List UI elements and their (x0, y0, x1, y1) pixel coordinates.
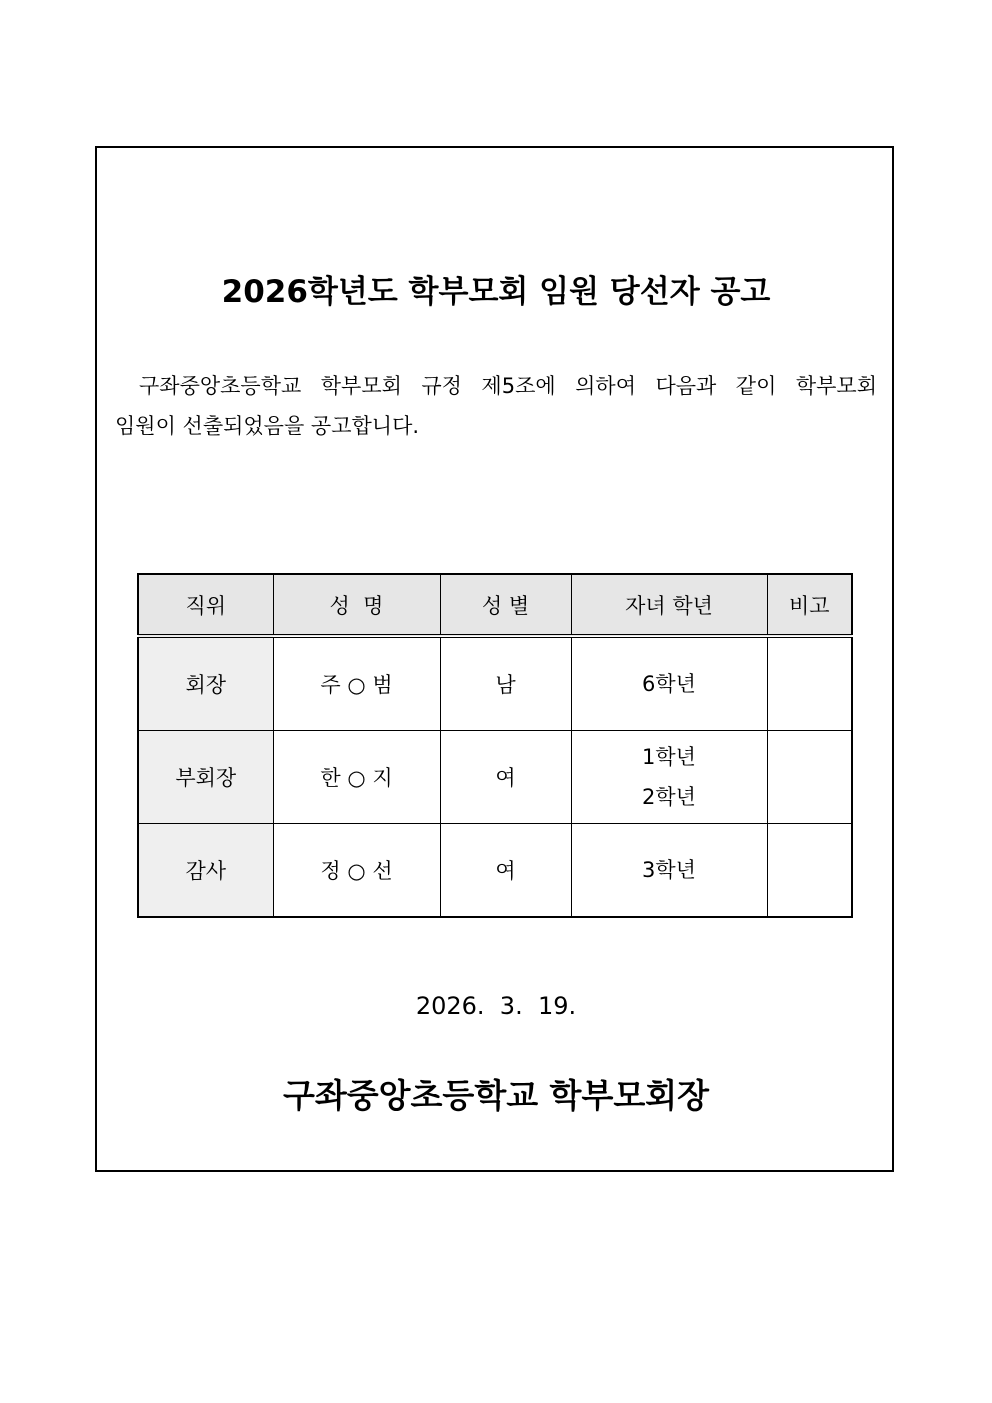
cell-name: 정 ○ 선 (273, 824, 440, 918)
cell-remarks (767, 824, 852, 918)
cell-gender: 여 (440, 824, 571, 918)
grade-line: 6학년 (642, 672, 696, 696)
notice-body (115, 366, 877, 446)
cell-position: 부회장 (138, 731, 273, 824)
header-remarks: 비고 (767, 574, 852, 636)
officers-table (137, 573, 853, 918)
header-position: 직위 (138, 574, 273, 636)
cell-remarks (767, 731, 852, 824)
header-child-grade: 자녀 학년 (571, 574, 767, 636)
cell-child-grade (571, 824, 767, 918)
cell-position: 회장 (138, 636, 273, 731)
table-header-row (138, 574, 852, 636)
grade-line: 1학년 (642, 745, 696, 769)
notice-date: 2026. 3. 19. (415, 992, 577, 1020)
header-gender: 성 별 (440, 574, 571, 636)
notice-body-line-2: 임원이 선출되었음을 공고합니다. (115, 414, 420, 438)
cell-gender: 남 (440, 636, 571, 731)
grade-line: 2학년 (642, 785, 696, 809)
header-name: 성 명 (273, 574, 440, 636)
table-row (138, 636, 852, 731)
cell-child-grade (571, 636, 767, 731)
grade-line: 3학년 (642, 858, 696, 882)
table-row (138, 731, 852, 824)
cell-child-grade (571, 731, 767, 824)
cell-name: 한 ○ 지 (273, 731, 440, 824)
signer: 구좌중앙초등학교 학부모회장 (283, 1076, 709, 1115)
cell-name: 주 ○ 범 (273, 636, 440, 731)
notice-body-line-1: 구좌중앙초등학교 학부모회 규정 제5조에 의하여 다음과 같이 학부모회 (139, 374, 877, 398)
cell-position: 감사 (138, 824, 273, 918)
cell-gender: 여 (440, 731, 571, 824)
document-title: 2026학년도 학부모회 임원 당선자 공고 (221, 274, 771, 310)
cell-remarks (767, 636, 852, 731)
table-row (138, 824, 852, 918)
